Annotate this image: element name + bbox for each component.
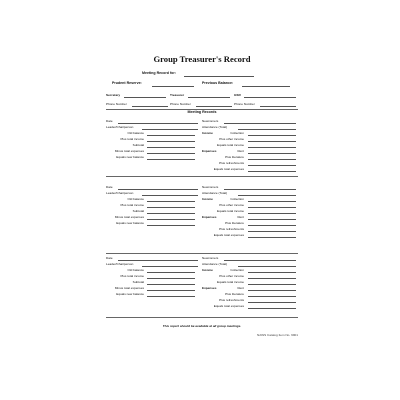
subtotal-line[interactable] (147, 147, 195, 148)
equals-new-balance-label: Equals new balance (116, 155, 144, 159)
gsr-phone-line[interactable] (260, 106, 296, 107)
date-label: Date (106, 185, 113, 189)
equals-total-income-label: Equals total income (217, 280, 244, 284)
date-line[interactable] (118, 260, 198, 261)
date-line[interactable] (118, 189, 198, 190)
treasurer-phone-line[interactable] (196, 106, 232, 107)
equals-total-income-line[interactable] (248, 147, 296, 148)
minus-total-expenses-label: Minus total expenses (114, 215, 144, 219)
subtotal-label: Subtotal (132, 143, 144, 147)
subtotal-label: Subtotal (132, 280, 144, 284)
meeting-record-section (98, 255, 306, 345)
meeting-records-heading: Meeting Records (187, 110, 217, 114)
rent-label: Rent (237, 149, 244, 153)
plus-refreshments-line[interactable] (248, 302, 296, 303)
attendance-line[interactable] (238, 266, 296, 267)
newcomers-label: Newcomers (202, 185, 219, 189)
plus-literature-label: Plus literature (225, 155, 244, 159)
leader-label: Leader/Chairperson (106, 191, 134, 195)
treasurer-label: Treasurer (170, 93, 185, 97)
equals-total-expenses-label: Equals total expenses (213, 304, 244, 308)
plus-literature-label: Plus literature (225, 221, 244, 225)
collection-line[interactable] (248, 201, 296, 202)
attendance-label: Attendance (Total) (202, 262, 228, 266)
expenses-label: Expenses (202, 286, 217, 290)
subtotal-line[interactable] (147, 284, 195, 285)
previous-balance-line[interactable] (242, 86, 290, 87)
expenses-label: Expenses (202, 149, 217, 153)
catalog-number: NAWS Catalog Item No. 9901 (257, 333, 298, 337)
newcomers-label: Newcomers (202, 256, 219, 260)
equals-new-balance-label: Equals new balance (116, 221, 144, 225)
rent-label: Rent (237, 286, 244, 290)
collection-label: Collection (230, 268, 244, 272)
equals-total-income-line[interactable] (248, 213, 296, 214)
equals-total-expenses-line[interactable] (248, 308, 296, 309)
rent-label: Rent (237, 215, 244, 219)
plus-literature-label: Plus literature (225, 292, 244, 296)
subtotal-line[interactable] (147, 213, 195, 214)
income-label: Income (202, 197, 213, 201)
secretary-label: Secretary (106, 93, 121, 97)
plus-literature-line[interactable] (248, 225, 296, 226)
old-balance-label: Old balance (127, 268, 144, 272)
old-balance-label: Old balance (127, 197, 144, 201)
prudent-reserve-label: Prudent Reserve: (112, 81, 142, 85)
collection-label: Collection (230, 131, 244, 135)
equals-new-balance-line[interactable] (147, 159, 195, 160)
rent-line[interactable] (248, 219, 296, 220)
rent-line[interactable] (248, 290, 296, 291)
treasurer-line[interactable] (188, 97, 230, 98)
leader-label: Leader/Chairperson (106, 262, 134, 266)
gsr-phone-label: Phone Number (234, 102, 255, 106)
secretary-line[interactable] (124, 97, 166, 98)
collection-line[interactable] (248, 135, 296, 136)
rent-line[interactable] (248, 153, 296, 154)
plus-other-income-label: Plus other income (219, 137, 244, 141)
leader-line[interactable] (142, 266, 198, 267)
plus-refreshments-label: Plus refreshments (219, 161, 244, 165)
minus-total-expenses-line[interactable] (147, 219, 195, 220)
plus-literature-line[interactable] (248, 159, 296, 160)
plus-refreshments-line[interactable] (248, 165, 296, 166)
date-line[interactable] (118, 123, 198, 124)
equals-total-income-label: Equals total income (217, 143, 244, 147)
old-balance-line[interactable] (147, 272, 195, 273)
leader-line[interactable] (142, 129, 198, 130)
plus-other-income-label: Plus other income (219, 274, 244, 278)
section-divider (106, 176, 298, 177)
form-title: Group Treasurer's Record (153, 54, 251, 64)
newcomers-line[interactable] (224, 189, 296, 190)
date-label: Date (106, 119, 113, 123)
plus-total-income-line[interactable] (147, 278, 195, 279)
treasurer-record-form (98, 45, 306, 349)
newcomers-label: Newcomers (202, 119, 219, 123)
date-label: Date (106, 256, 113, 260)
plus-total-income-line[interactable] (147, 141, 195, 142)
attendance-line[interactable] (238, 195, 296, 196)
equals-new-balance-label: Equals new balance (116, 292, 144, 296)
collection-line[interactable] (248, 272, 296, 273)
plus-total-income-label: Plus total income (120, 203, 144, 207)
equals-new-balance-line[interactable] (147, 296, 195, 297)
plus-other-income-line[interactable] (248, 207, 296, 208)
minus-total-expenses-line[interactable] (147, 153, 195, 154)
plus-refreshments-label: Plus refreshments (219, 298, 244, 302)
minus-total-expenses-label: Minus total expenses (114, 149, 144, 153)
secretary-phone-label: Phone Number (106, 102, 127, 106)
newcomers-line[interactable] (224, 260, 296, 261)
leader-label: Leader/Chairperson (106, 125, 134, 129)
treasurer-phone-label: Phone Number (170, 102, 191, 106)
equals-total-expenses-label: Equals total expenses (213, 167, 244, 171)
equals-new-balance-line[interactable] (147, 225, 195, 226)
plus-refreshments-label: Plus refreshments (219, 227, 244, 231)
plus-other-income-label: Plus other income (219, 203, 244, 207)
plus-total-income-label: Plus total income (120, 274, 144, 278)
collection-label: Collection (230, 197, 244, 201)
section-divider (106, 317, 298, 318)
meeting-record-for-label: Meeting Record for: (142, 71, 176, 75)
equals-total-expenses-line[interactable] (248, 237, 296, 238)
plus-total-income-line[interactable] (147, 207, 195, 208)
prudent-reserve-line[interactable] (152, 86, 194, 87)
newcomers-line[interactable] (224, 123, 296, 124)
old-balance-line[interactable] (147, 135, 195, 136)
plus-literature-line[interactable] (248, 296, 296, 297)
leader-line[interactable] (142, 195, 198, 196)
attendance-line[interactable] (238, 129, 296, 130)
old-balance-label: Old balance (127, 131, 144, 135)
attendance-label: Attendance (Total) (202, 125, 228, 129)
gsr-label: GSR (234, 93, 241, 97)
equals-total-expenses-label: Equals total expenses (213, 233, 244, 237)
equals-total-income-label: Equals total income (217, 209, 244, 213)
old-balance-line[interactable] (147, 201, 195, 202)
plus-refreshments-line[interactable] (248, 231, 296, 232)
plus-other-income-line[interactable] (248, 141, 296, 142)
plus-other-income-line[interactable] (248, 278, 296, 279)
income-label: Income (202, 131, 213, 135)
footer-note: This report should be available at all group meetings. (162, 324, 242, 328)
meeting-record-for-line[interactable] (184, 76, 254, 77)
secretary-phone-line[interactable] (132, 106, 168, 107)
gsr-line[interactable] (244, 97, 296, 98)
section-divider (106, 253, 298, 254)
minus-total-expenses-label: Minus total expenses (114, 286, 144, 290)
expenses-label: Expenses (202, 215, 217, 219)
minus-total-expenses-line[interactable] (147, 290, 195, 291)
equals-total-income-line[interactable] (248, 284, 296, 285)
income-label: Income (202, 268, 213, 272)
attendance-label: Attendance (Total) (202, 191, 228, 195)
equals-total-expenses-line[interactable] (248, 171, 296, 172)
previous-balance-label: Previous Balance: (202, 81, 234, 85)
subtotal-label: Subtotal (132, 209, 144, 213)
plus-total-income-label: Plus total income (120, 137, 144, 141)
